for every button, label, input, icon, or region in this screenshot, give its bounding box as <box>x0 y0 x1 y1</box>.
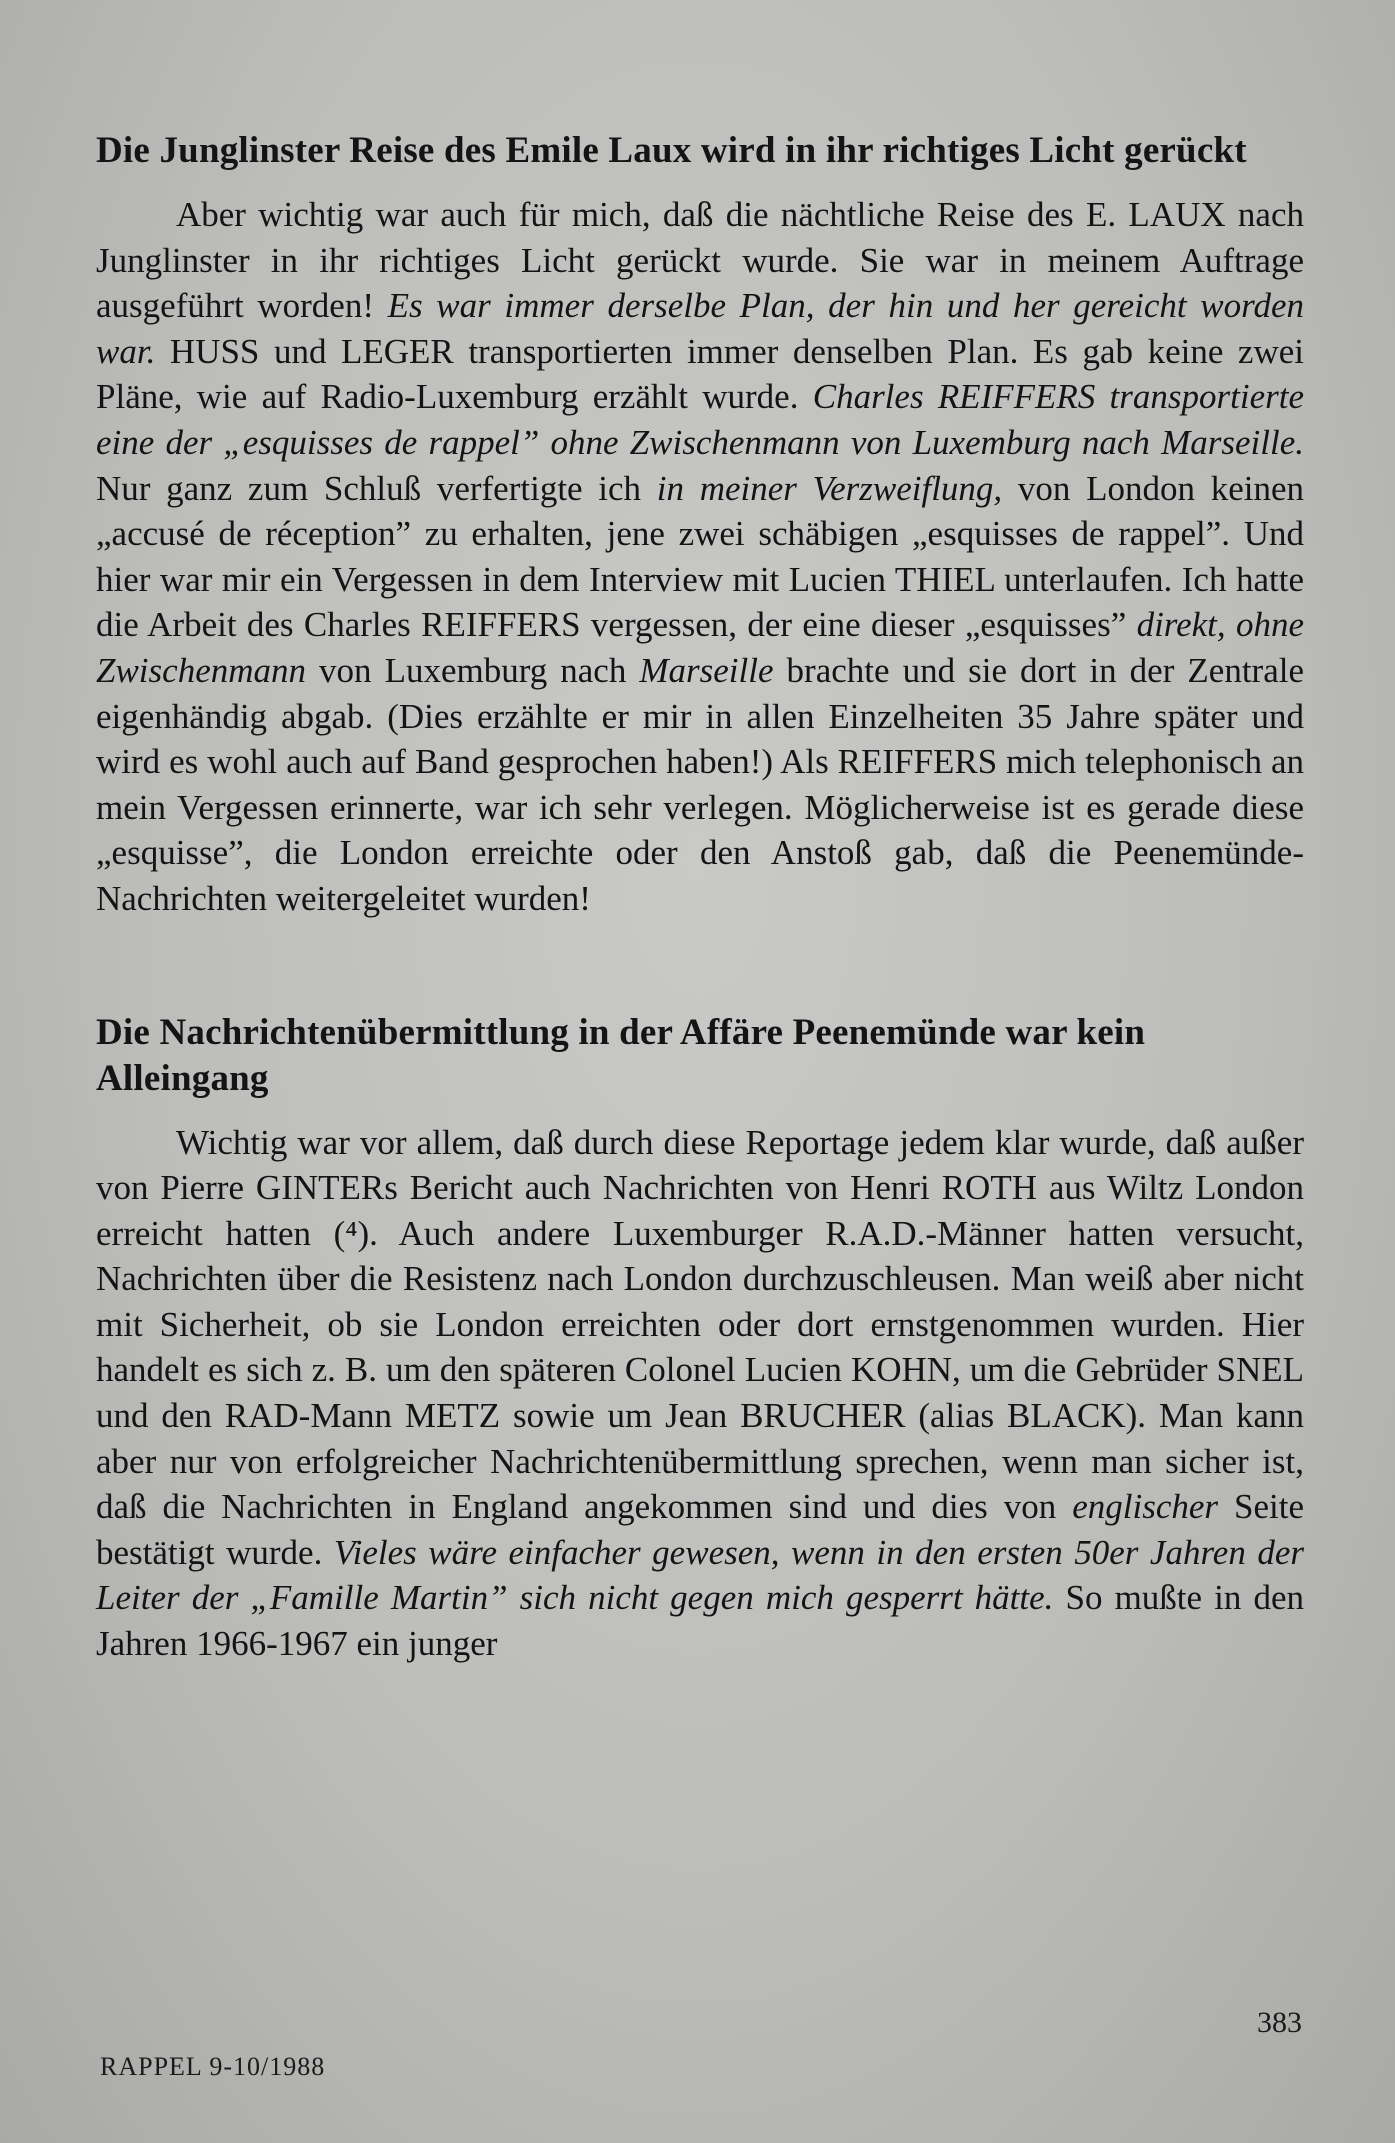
italic-text: in meiner Verzweiflung, <box>656 468 1003 508</box>
body-text: Nur ganz zum Schluß verfertigte ich <box>96 468 657 508</box>
italic-text: Marseille <box>639 650 774 690</box>
section-heading-nachrichten: Die Nachrichtenübermittlung in der Affäre Peenemünde war kein Alleingang <box>96 1011 1146 1099</box>
body-text: von London keinen „accusé de réception” zu erhalten, jene zwei schäbigen „esquisses de rappel”. Und hier war mir ein Vergessen in dem Interview mit Lucien THIEL unterlaufen. Ich hatte die Arbeit des Charles REIFFERS vergessen, der eine dieser „esquisses” <box>96 468 1304 645</box>
italic-text: direkt, ohne Zwischenmann <box>96 605 1305 690</box>
paragraph-nachrichten <box>96 1120 1304 1667</box>
italic-text: Vieles wäre einfacher gewesen, wenn in den ersten 50er Jahren der Leiter der „Famille Martin” sich nicht gegen mich gesperrt hätte. <box>96 1532 1304 1618</box>
body-text: von Luxemburg nach <box>306 650 640 690</box>
body-text: HUSS und LEGER transportierten immer denselben Plan. Es gab keine zwei Pläne, wie auf Radio-Luxemburg erzählt wurde. <box>96 331 1304 417</box>
section-heading-junglinster: Die Junglinster Reise des Emile Laux wird in ihr richtiges Licht gerückt <box>96 130 1247 171</box>
section-peenemuende <box>96 1010 1304 1667</box>
body-text: Wichtig war vor allem, daß durch diese Reportage jedem klar wurde, daß außer von Pierre GINTERs Bericht auch Nachrichten von Henri ROTH aus Wiltz London erreicht hatten (⁴). Auch andere Luxemburger R.A.D.-Männer hatten versucht, Nachrichten über die Resistenz nach London durchzuschleusen. Man weiß aber nicht mit Sicherheit, ob sie London erreichten oder dort ernstgenommen wurden. Hier handelt es sich z. B. um den späteren Colonel Lucien KOHN, um die Gebrüder SNEL und den RAD-Mann METZ sowie um Jean BRUCHER (alias BLACK). Man kann aber nur von erfolgreicher Nachrichtenübermittlung sprechen, wenn man sicher ist, daß die Nachrichten in England angekommen sind und dies von <box>96 1122 1304 1527</box>
page-number: 383 <box>1257 2006 1302 2039</box>
paragraph-junglinster <box>96 192 1304 922</box>
body-text: Aber wichtig war auch für mich, daß die nächtliche Reise des E. LAUX nach Junglinster in ihr richtiges Licht gerückt wurde. Sie war in meinem Auftrage ausgeführt worden! <box>96 195 1304 326</box>
italic-text: Charles REIFFERS transportierte eine der „esquisses de rappel” ohne Zwischenmann von Luxemburg nach Marseille. <box>96 377 1304 462</box>
journal-footer: RAPPEL 9-10/1988 <box>100 2052 326 2081</box>
body-text: So mußte in den Jahren 1966-1967 ein junger <box>96 1578 1304 1664</box>
text-column <box>96 128 1304 1667</box>
body-text: brachte und sie dort in der Zentrale eigenhändig abgab. (Dies erzählte er mir in allen Einzelheiten 35 Jahre später und wird es wohl auch auf Band gesprochen haben!) Als REIFFERS mich telephonisch an mein Vergessen erinnerte, war ich sehr verlegen. Möglicherweise ist es gerade diese „esquisse”, die London erreichte oder den Anstoß gab, daß die Peenemünde-Nachrichten weitergeleitet wurden! <box>96 650 1304 918</box>
italic-text: Es war immer derselbe Plan, der hin und her gereicht worden war. <box>96 286 1304 371</box>
body-text: Seite bestätigt wurde. <box>96 1487 1305 1572</box>
italic-text: englischer <box>1072 1487 1219 1527</box>
